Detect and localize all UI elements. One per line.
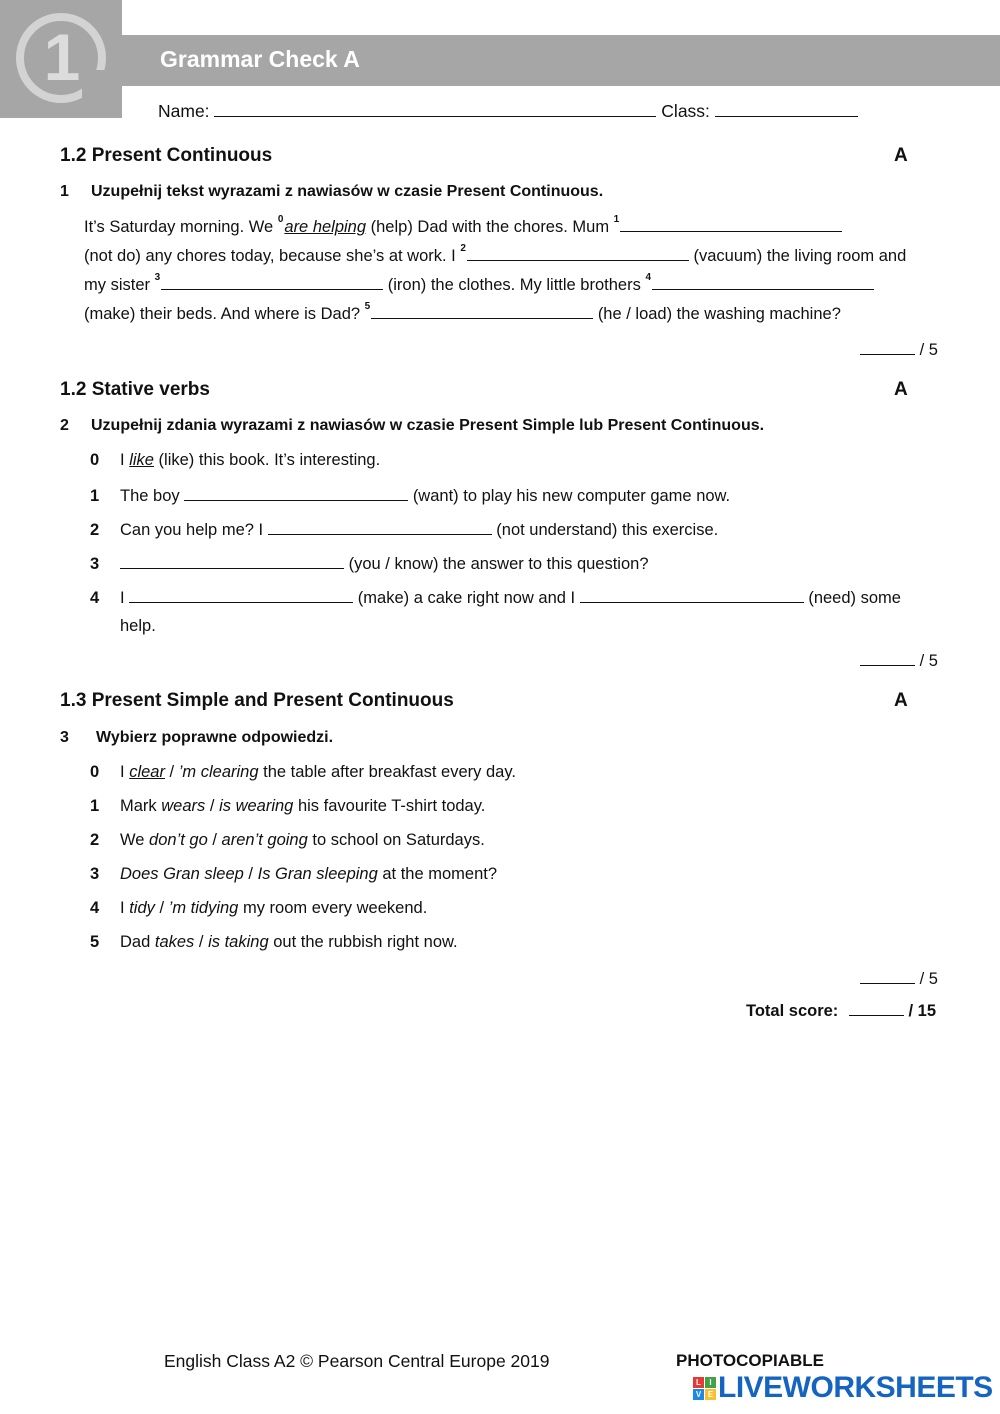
- text-fragment: his favourite T-shirt today.: [297, 797, 486, 815]
- exercise-item: [90, 451, 380, 470]
- text-fragment: It’s Saturday morning. We: [84, 218, 274, 236]
- item-number: 1: [90, 797, 100, 815]
- answer-blank[interactable]: [184, 485, 408, 501]
- choice-item: [90, 865, 497, 884]
- choice-option[interactable]: ’m clearing: [178, 763, 259, 781]
- section-title: 1.3 Present Simple and Present Continuous: [60, 690, 454, 711]
- liveworksheets-logo-text: LIVEWORKSHEETS: [718, 1371, 993, 1404]
- choice-separator: /: [159, 899, 165, 917]
- answer-blank[interactable]: [620, 216, 842, 232]
- name-class-row: [158, 101, 858, 122]
- text-fragment: my room every weekend.: [242, 899, 428, 917]
- gap-number: 0: [277, 214, 284, 225]
- text-fragment: (not understand) this exercise.: [496, 521, 719, 539]
- text-fragment: (vacuum) the living room and: [693, 247, 907, 265]
- text-fragment: (help) Dad with the chores. Mum: [370, 218, 610, 236]
- section-letter: A: [894, 145, 908, 166]
- choice-option[interactable]: is wearing: [219, 797, 294, 815]
- choice-option[interactable]: wears: [161, 797, 206, 815]
- logo-tile: I: [705, 1377, 716, 1388]
- example-answer: are helping: [284, 218, 367, 236]
- task-instruction: [60, 183, 603, 201]
- section-title: 1.2 Stative verbs: [60, 379, 210, 400]
- text-fragment: Can you help me? I: [120, 521, 264, 539]
- name-label: Name:: [158, 101, 210, 121]
- answer-blank[interactable]: [652, 274, 874, 290]
- unit-circle-gap: [82, 70, 108, 104]
- section-title: 1.2 Present Continuous: [60, 145, 273, 166]
- text-line: [84, 245, 964, 266]
- task-number: 3: [60, 729, 69, 746]
- item-number: 1: [90, 487, 100, 505]
- choice-option-selected[interactable]: clear: [129, 763, 165, 781]
- gap-number: 4: [645, 272, 651, 283]
- choice-separator: /: [198, 933, 204, 951]
- text-fragment: out the rubbish right now.: [273, 933, 458, 951]
- exercise-item: [90, 519, 718, 540]
- answer-blank[interactable]: [161, 274, 383, 290]
- choice-item: [90, 797, 485, 816]
- footer-copyright: English Class A2 © Pearson Central Europe 2019: [164, 1351, 550, 1371]
- text-fragment: (make) their beds. And where is Dad?: [84, 305, 361, 323]
- gap-number: 2: [460, 243, 466, 254]
- text-fragment: to school on Saturdays.: [312, 831, 485, 849]
- choice-item: [90, 899, 427, 918]
- text-fragment: Dad: [120, 933, 151, 951]
- instruction-text: Uzupełnij tekst wyrazami z nawiasów w czasie Present Continuous.: [91, 183, 604, 200]
- photocopiable-label: PHOTOCOPIABLE: [676, 1351, 824, 1370]
- choice-separator: /: [209, 797, 215, 815]
- item-number: 3: [90, 865, 100, 883]
- choice-item: [90, 763, 516, 782]
- exercise-item: [90, 485, 730, 506]
- text-fragment: help.: [120, 617, 156, 635]
- score-max: / 5: [919, 341, 938, 359]
- text-line: [84, 303, 964, 324]
- text-fragment: Mark: [120, 797, 157, 815]
- choice-option[interactable]: takes: [154, 933, 195, 951]
- answer-blank[interactable]: [467, 245, 689, 261]
- text-line: [84, 216, 964, 237]
- gap-number: 5: [364, 301, 371, 312]
- score-max: / 5: [919, 652, 938, 670]
- answer-blank[interactable]: [580, 587, 804, 603]
- text-fragment: I: [120, 899, 125, 917]
- text-fragment: the table after breakfast every day.: [263, 763, 516, 781]
- item-number: 0: [90, 451, 100, 469]
- text-fragment: (want) to play his new computer game now.: [412, 487, 731, 505]
- text-fragment: (not do) any chores today, because she’s at work. I: [84, 247, 456, 265]
- gap-number: 1: [613, 214, 620, 225]
- page-title: Grammar Check A: [160, 46, 360, 72]
- name-field[interactable]: [214, 101, 656, 117]
- answer-blank[interactable]: [129, 587, 353, 603]
- choice-separator: /: [248, 865, 254, 883]
- unit-number: 1: [43, 20, 81, 94]
- score-blank[interactable]: [860, 968, 915, 984]
- text-fragment: (he / load) the washing machine?: [597, 305, 841, 323]
- example-answer: like: [129, 451, 154, 469]
- gap-number: 3: [154, 272, 161, 283]
- total-score: [746, 1000, 936, 1021]
- text-fragment: (make) a cake right now and I: [357, 589, 576, 607]
- answer-blank[interactable]: [371, 303, 593, 319]
- text-fragment: I: [120, 451, 125, 469]
- total-score-blank[interactable]: [849, 1000, 904, 1016]
- exercise-item: [90, 553, 649, 574]
- choice-option[interactable]: tidy: [129, 899, 155, 917]
- answer-blank[interactable]: [268, 519, 492, 535]
- text-fragment: (you / know) the answer to this question?: [348, 555, 649, 573]
- text-fragment: I: [120, 763, 125, 781]
- score-max: / 5: [919, 970, 938, 988]
- section-letter: A: [894, 690, 908, 711]
- task-instruction: [60, 729, 333, 747]
- choice-separator: /: [169, 763, 175, 781]
- text-line: [84, 274, 964, 295]
- text-fragment: I: [120, 589, 125, 607]
- instruction-text: Uzupełnij zdania wyrazami z nawiasów w czasie Present Simple lub Present Continuous.: [91, 417, 765, 434]
- answer-blank[interactable]: [120, 553, 344, 569]
- score-blank[interactable]: [860, 650, 915, 666]
- text-fragment: (iron) the clothes. My little brothers: [387, 276, 641, 294]
- choice-option[interactable]: is taking: [208, 933, 269, 951]
- class-label: Class:: [661, 101, 710, 121]
- task-number: 1: [60, 183, 69, 200]
- total-score-label: Total score:: [746, 1002, 839, 1020]
- choice-option[interactable]: Does Gran sleep: [120, 865, 244, 883]
- score-blank[interactable]: [860, 339, 915, 355]
- item-number: 2: [90, 521, 100, 539]
- logo-tile: V: [693, 1389, 704, 1400]
- instruction-text: Wybierz poprawne odpowiedzi.: [96, 729, 334, 746]
- item-number: 0: [90, 763, 100, 781]
- section-letter: A: [894, 379, 908, 400]
- total-score-max: / 15: [908, 1002, 937, 1020]
- text-fragment: (like) this book. It’s interesting.: [158, 451, 381, 469]
- item-number: 3: [90, 555, 100, 573]
- class-field[interactable]: [715, 101, 858, 117]
- exercise-item: [90, 587, 901, 608]
- item-number: 5: [90, 933, 100, 951]
- section-score: [860, 968, 938, 989]
- choice-option[interactable]: Is Gran sleeping: [257, 865, 378, 883]
- text-fragment: at the moment?: [382, 865, 498, 883]
- choice-option[interactable]: aren’t going: [221, 831, 308, 849]
- task-instruction: [60, 417, 764, 435]
- choice-option[interactable]: don’t go: [149, 831, 208, 849]
- logo-tile: E: [705, 1389, 716, 1400]
- choice-separator: /: [212, 831, 217, 849]
- logo-tile: L: [693, 1377, 704, 1388]
- choice-item: [90, 933, 458, 952]
- choice-item: [90, 831, 485, 850]
- text-fragment: We: [120, 831, 145, 849]
- text-fragment: my sister: [84, 276, 150, 294]
- item-number: 4: [90, 899, 100, 917]
- item-number: 4: [90, 589, 100, 607]
- section-score: [860, 650, 938, 671]
- section-score: [860, 339, 938, 360]
- task-number: 2: [60, 417, 69, 434]
- choice-option[interactable]: ’m tidying: [168, 899, 239, 917]
- item-number: 2: [90, 831, 100, 849]
- text-fragment: (need) some: [808, 589, 901, 607]
- text-fragment: The boy: [120, 487, 180, 505]
